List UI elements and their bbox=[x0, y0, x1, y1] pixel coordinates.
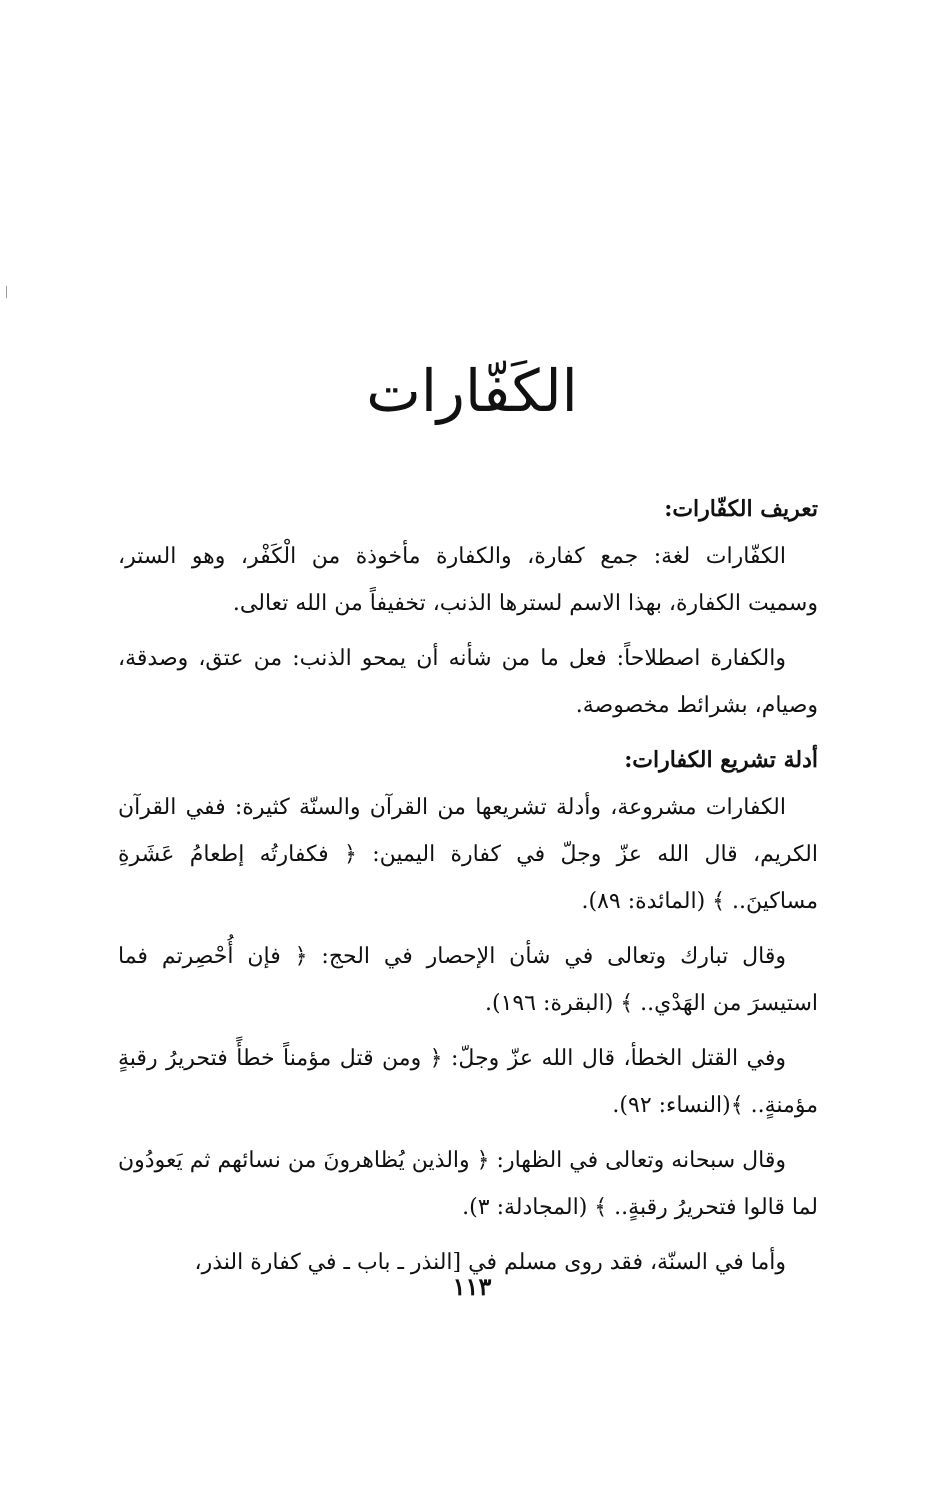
paragraph: وفي القتل الخطأ، قال الله عزّ وجلّ: ﴿ ومن قتل مؤمناً خطأً فتحريرُ رقبةٍ مؤمنةٍ.. ﴾(النساء: ٩٢). bbox=[118, 1046, 818, 1118]
section-heading: تعريف الكفّارات: bbox=[664, 496, 818, 522]
paragraph: وأما في السنّة، فقد روى مسلم في [النذر ـ باب ـ في كفارة النذر، bbox=[194, 1250, 786, 1275]
section-heading: أدلة تشريع الكفارات: bbox=[624, 747, 818, 773]
paragraph: والكفارة اصطلاحاً: فعل ما من شأنه أن يمحو الذنب: من عتق، وصدقة، وصيام، بشرائط مخصوصة. bbox=[118, 646, 818, 718]
page-body bbox=[118, 486, 818, 1294]
paragraph: وقال تبارك وتعالى في شأن الإحصار في الحج: ﴿ فإن أُحْصِرتم فما استيسرَ من الهَدْي.. ﴾ (البقرة: ١٩٦). bbox=[118, 944, 818, 1016]
page-number: ١١٣ bbox=[452, 1272, 492, 1301]
paragraph: الكفارات مشروعة، وأدلة تشريعها من القرآن والسنّة كثيرة: ففي القرآن الكريم، قال الله عزّ وجلّ في كفارة اليمين: ﴿ فكفارتُه إطعامُ عَشَرةِ مساكينَ.. ﴾ (المائدة: ٨٩). bbox=[118, 795, 818, 914]
paragraph: الكفّارات لغة: جمع كفارة، والكفارة مأخوذة من الْكَفْر، وهو الستر، وسميت الكفارة، بهذا الاسم لسترها الذنب، تخفيفاً من الله تعالى. bbox=[118, 544, 818, 616]
scan-artifact bbox=[6, 286, 7, 298]
section-definition bbox=[118, 486, 818, 729]
paragraph: وقال سبحانه وتعالى في الظهار: ﴿ والذين يُظاهرونَ من نسائهم ثم يَعودُون لما قالوا فتحريرُ رقبةٍ.. ﴾ (المجادلة: ٣). bbox=[118, 1148, 818, 1220]
chapter-title: الكَفّارات bbox=[366, 356, 578, 425]
section-evidence bbox=[118, 737, 818, 1286]
